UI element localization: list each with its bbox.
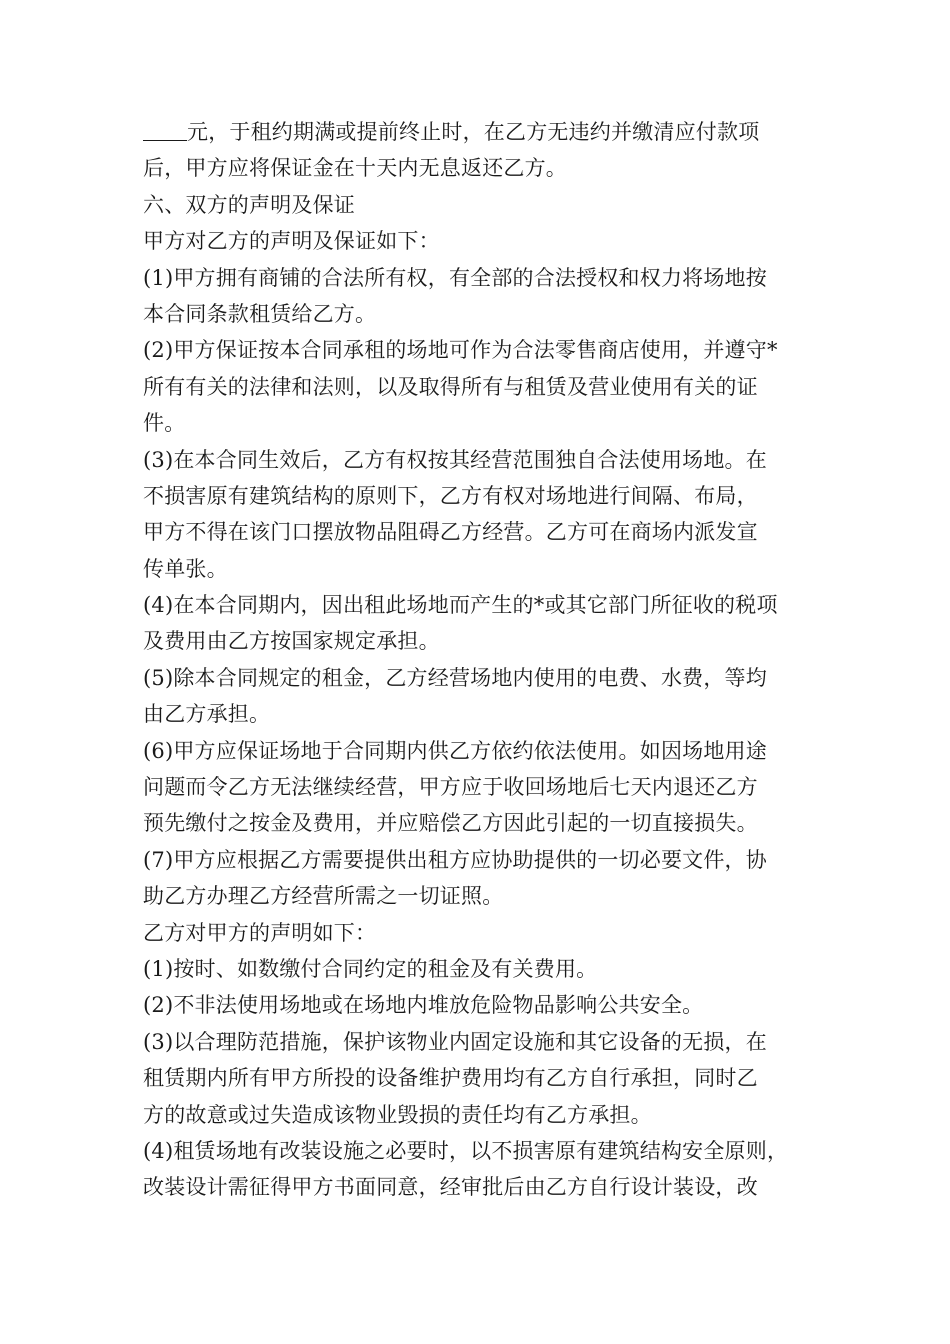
- text-line: [143, 114, 823, 150]
- text-line-content: 元，于租约期满或提前终止时，在乙方无违约并缴清应付款项: [187, 120, 760, 144]
- text-line: 问题而令乙方无法继续经营，甲方应于收回场地后七天内退还乙方: [143, 775, 758, 800]
- text-line: (2)甲方保证按本合同承租的场地可作为合法零售商店使用，并遵守*: [143, 338, 778, 363]
- text-line: (7)甲方应根据乙方需要提供出租方应协助提供的一切必要文件，协: [143, 847, 767, 872]
- text-line: 所有有关的法律和法则，以及取得所有与租赁及营业使用有关的证: [143, 374, 758, 399]
- text-line: 及费用由乙方按国家规定承担。: [143, 629, 440, 654]
- text-line: 件。: [143, 411, 186, 436]
- text-line: (3)以合理防范措施，保护该物业内固定设施和其它设备的无损，在: [143, 1029, 767, 1054]
- text-line: 传单张。: [143, 556, 228, 581]
- text-line: 甲方不得在该门口摆放物品阻碍乙方经营。乙方可在商场内派发宣: [143, 520, 758, 545]
- text-line: (2)不非法使用场地或在场地内堆放危险物品影响公共安全。: [143, 993, 704, 1018]
- text-line: (4)租赁场地有改装设施之必要时，以不损害原有建筑结构安全原则，: [143, 1138, 789, 1163]
- document-page: [143, 114, 823, 1206]
- subsection-heading: 甲方对乙方的声明及保证如下：: [143, 229, 440, 254]
- text-line: (1)按时、如数缴付合同约定的租金及有关费用。: [143, 956, 598, 981]
- text-line: 预先缴付之按金及费用，并应赔偿乙方因此引起的一切直接损失。: [143, 811, 758, 836]
- section-heading: 六、双方的声明及保证: [143, 192, 355, 217]
- text-line: 不损害原有建筑结构的原则下，乙方有权对场地进行间隔、布局，: [143, 483, 758, 508]
- text-line: (6)甲方应保证场地于合同期内供乙方依约依法使用。如因场地用途: [143, 738, 767, 763]
- text-line: 租赁期内所有甲方所投的设备维护费用均有乙方自行承担，同时乙: [143, 1066, 758, 1091]
- text-line: (1)甲方拥有商铺的合法所有权，有全部的合法授权和权力将场地按: [143, 265, 767, 290]
- text-line: 由乙方承担。: [143, 702, 271, 727]
- fill-in-blank: [143, 116, 187, 141]
- text-line: 改装设计需征得甲方书面同意，经审批后由乙方自行设计装设，改: [143, 1175, 758, 1200]
- text-line: 方的故意或过失造成该物业毁损的责任均有乙方承担。: [143, 1102, 652, 1127]
- subsection-heading: 乙方对甲方的声明如下：: [143, 920, 377, 945]
- text-line: (5)除本合同规定的租金，乙方经营场地内使用的电费、水费，等均: [143, 665, 767, 690]
- text-line: 助乙方办理乙方经营所需之一切证照。: [143, 884, 504, 909]
- text-line: (4)在本合同期内，因出租此场地而产生的*或其它部门所征收的税项: [143, 593, 778, 618]
- text-line: (3)在本合同生效后，乙方有权按其经营范围独自合法使用场地。在: [143, 447, 767, 472]
- text-line: 本合同条款租赁给乙方。: [143, 301, 377, 326]
- text-line: 后，甲方应将保证金在十天内无息返还乙方。: [143, 156, 567, 181]
